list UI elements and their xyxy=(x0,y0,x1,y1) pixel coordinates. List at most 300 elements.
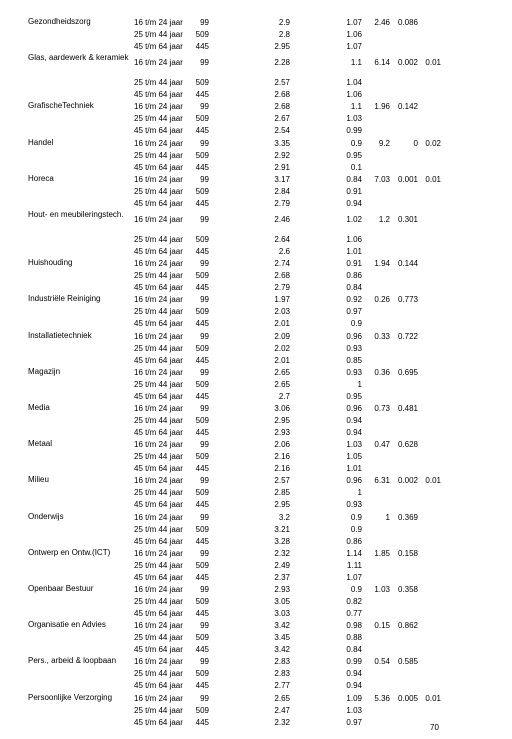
sample-size: 445 xyxy=(195,90,209,100)
table-row xyxy=(0,644,512,656)
mean-value: 3.2 xyxy=(278,512,290,522)
sample-size: 99 xyxy=(200,621,209,631)
mean-value: 2.83 xyxy=(274,669,290,679)
mean-value: 2.85 xyxy=(274,488,290,498)
age-group: 45 t/m 64 jaar xyxy=(134,319,183,329)
sd-value: 1.07 xyxy=(346,42,362,51)
sample-size: 509 xyxy=(195,307,209,317)
table-row xyxy=(0,355,512,367)
age-group: 45 t/m 64 jaar xyxy=(134,681,183,691)
sample-size: 509 xyxy=(195,186,209,196)
sd-value: 1.11 xyxy=(347,560,362,570)
sd-value: 0.9 xyxy=(350,585,362,594)
table-row xyxy=(0,258,512,270)
significance-value: 0.02 xyxy=(425,138,441,148)
sd-value: 0.9 xyxy=(350,138,362,148)
sd-value: 1.1 xyxy=(350,102,362,112)
significance-value: 0.01 xyxy=(425,58,441,68)
mean-value: 3.03 xyxy=(274,609,290,618)
sector-name: Glas, aardewerk & keramiek xyxy=(28,53,129,63)
age-group: 25 t/m 44 jaar xyxy=(134,235,183,244)
age-group: 25 t/m 44 jaar xyxy=(134,416,183,425)
table-row xyxy=(0,656,512,668)
sd-value: 0.91 xyxy=(346,259,362,269)
mean-value: 2.06 xyxy=(274,440,290,450)
sample-size: 445 xyxy=(195,283,209,293)
sd-value: 0.9 xyxy=(350,524,362,534)
sector-name: Huishouding xyxy=(28,258,73,268)
p-value: 0.369 xyxy=(397,512,418,522)
mean-value: 2.32 xyxy=(274,548,290,558)
sample-size: 99 xyxy=(200,440,209,450)
age-group: 45 t/m 64 jaar xyxy=(134,645,183,655)
table-row xyxy=(0,693,512,705)
p-value: 0.144 xyxy=(397,259,418,269)
age-group: 25 t/m 44 jaar xyxy=(134,114,183,124)
sd-value: 0.96 xyxy=(346,404,362,413)
mean-value: 2.92 xyxy=(274,150,290,160)
sd-value: 0.93 xyxy=(346,343,362,353)
age-group: 45 t/m 64 jaar xyxy=(134,536,183,546)
p-value: 0.158 xyxy=(397,548,418,558)
sector-name: Handel xyxy=(28,137,54,147)
table-row xyxy=(0,343,512,355)
sd-value: 1.06 xyxy=(346,235,362,244)
sample-size: 509 xyxy=(195,150,209,160)
age-group: 25 t/m 44 jaar xyxy=(134,488,183,498)
table-row xyxy=(0,608,512,620)
sd-value: 0.98 xyxy=(346,621,362,631)
age-group: 45 t/m 64 jaar xyxy=(134,90,183,100)
mean-value: 2.65 xyxy=(274,693,290,703)
sd-value: 0.95 xyxy=(346,391,362,401)
sd-value: 0.92 xyxy=(346,295,362,305)
p-value: 0.142 xyxy=(397,102,418,112)
p-value: 0.001 xyxy=(397,174,418,184)
sd-value: 1.01 xyxy=(346,464,362,474)
significance-value: 0.01 xyxy=(425,693,441,703)
f-value: 6.31 xyxy=(374,476,390,486)
sample-size: 99 xyxy=(200,138,209,148)
sample-size: 99 xyxy=(200,295,209,305)
age-group: 45 t/m 64 jaar xyxy=(134,609,183,618)
f-value: 7.03 xyxy=(374,174,390,184)
mean-value: 2.57 xyxy=(274,476,290,486)
sample-size: 509 xyxy=(195,416,209,425)
sd-value: 1.07 xyxy=(346,572,362,582)
sample-size: 445 xyxy=(195,572,209,582)
table-row xyxy=(0,234,512,246)
age-group: 45 t/m 64 jaar xyxy=(134,42,183,51)
mean-value: 2.57 xyxy=(274,78,290,88)
sample-size: 99 xyxy=(200,512,209,522)
age-group: 45 t/m 64 jaar xyxy=(134,162,183,172)
sd-value: 1.04 xyxy=(346,78,362,88)
p-value: 0.301 xyxy=(397,215,418,224)
age-group: 16 t/m 24 jaar xyxy=(134,58,183,68)
p-value: 0.358 xyxy=(397,585,418,594)
table-row xyxy=(0,162,512,174)
sample-size: 99 xyxy=(200,476,209,486)
mean-value: 2.46 xyxy=(274,215,290,224)
age-group: 25 t/m 44 jaar xyxy=(134,633,183,643)
age-group: 25 t/m 44 jaar xyxy=(134,307,183,317)
mean-value: 2.7 xyxy=(278,391,290,401)
sector-name: Hout- en meubileringstech. xyxy=(28,210,124,219)
mean-value: 3.42 xyxy=(274,645,290,655)
sd-value: 1.07 xyxy=(346,18,362,27)
age-group: 25 t/m 44 jaar xyxy=(134,379,183,389)
age-group: 16 t/m 24 jaar xyxy=(134,259,183,269)
sample-size: 509 xyxy=(195,705,209,715)
mean-value: 2.32 xyxy=(274,717,290,727)
table-row xyxy=(0,596,512,608)
sample-size: 509 xyxy=(195,524,209,534)
age-group: 45 t/m 64 jaar xyxy=(134,355,183,365)
sd-value: 0.95 xyxy=(346,150,362,160)
sector-name: Horeca xyxy=(28,173,54,183)
table-row xyxy=(0,427,512,439)
sample-size: 99 xyxy=(200,102,209,112)
table-row xyxy=(0,379,512,391)
page-number: 70 xyxy=(430,723,439,732)
sd-value: 0.82 xyxy=(346,597,362,606)
table-row xyxy=(0,294,512,306)
p-value: 0.773 xyxy=(397,295,418,305)
table-row xyxy=(0,89,512,101)
table-row xyxy=(0,198,512,210)
sd-value: 0.99 xyxy=(346,657,362,667)
age-group: 25 t/m 44 jaar xyxy=(134,271,183,281)
age-group: 16 t/m 24 jaar xyxy=(134,174,183,184)
age-group: 16 t/m 24 jaar xyxy=(134,440,183,450)
sample-size: 99 xyxy=(200,18,209,27)
sample-size: 445 xyxy=(195,536,209,546)
sd-value: 0.86 xyxy=(346,271,362,281)
mean-value: 3.21 xyxy=(274,524,290,534)
mean-value: 2.64 xyxy=(274,235,290,244)
table-row xyxy=(0,668,512,680)
p-value: 0.695 xyxy=(397,367,418,377)
sd-value: 0.97 xyxy=(346,717,362,727)
age-group: 16 t/m 24 jaar xyxy=(134,138,183,148)
sample-size: 99 xyxy=(200,548,209,558)
f-value: 1 xyxy=(385,512,390,522)
mean-value: 2.79 xyxy=(274,198,290,208)
age-group: 16 t/m 24 jaar xyxy=(134,367,183,377)
age-group: 25 t/m 44 jaar xyxy=(134,30,183,39)
mean-value: 2.49 xyxy=(274,560,290,570)
age-group: 16 t/m 24 jaar xyxy=(134,331,183,341)
table-row xyxy=(0,705,512,717)
age-group: 16 t/m 24 jaar xyxy=(134,657,183,667)
table-row xyxy=(0,620,512,632)
sample-size: 99 xyxy=(200,215,209,224)
sd-value: 0.91 xyxy=(346,186,362,196)
table-row xyxy=(0,186,512,198)
p-value: 0.086 xyxy=(397,18,418,27)
mean-value: 3.35 xyxy=(274,138,290,148)
table-row xyxy=(0,29,512,41)
mean-value: 2.95 xyxy=(274,42,290,51)
sd-value: 0.94 xyxy=(346,416,362,425)
table-row xyxy=(0,53,512,77)
mean-value: 2.93 xyxy=(274,585,290,594)
table-row xyxy=(0,451,512,463)
mean-value: 2.37 xyxy=(274,572,290,582)
table-row xyxy=(0,584,512,596)
sector-name: Onderwijs xyxy=(28,511,64,521)
table-row xyxy=(0,270,512,282)
sd-value: 0.94 xyxy=(346,681,362,691)
mean-value: 2.54 xyxy=(274,126,290,136)
age-group: 16 t/m 24 jaar xyxy=(134,18,183,27)
sector-name: Metaal xyxy=(28,439,53,449)
sd-value: 1.03 xyxy=(346,440,362,450)
sd-value: 0.9 xyxy=(350,319,362,329)
f-value: 1.03 xyxy=(374,585,390,594)
sample-size: 445 xyxy=(195,355,209,365)
mean-value: 2.67 xyxy=(274,114,290,124)
sd-value: 0.97 xyxy=(346,307,362,317)
mean-value: 3.28 xyxy=(274,536,290,546)
f-value: 0.33 xyxy=(374,331,390,341)
sd-value: 1.03 xyxy=(346,705,362,715)
age-group: 16 t/m 24 jaar xyxy=(134,215,183,224)
table-row xyxy=(0,680,512,692)
sd-value: 1 xyxy=(357,488,362,498)
sample-size: 99 xyxy=(200,367,209,377)
mean-value: 3.05 xyxy=(274,597,290,606)
mean-value: 2.16 xyxy=(274,452,290,462)
mean-value: 2.6 xyxy=(278,247,290,256)
sector-name: Openbaar Bestuur xyxy=(28,584,94,593)
mean-value: 2.9 xyxy=(278,18,290,27)
table-row xyxy=(0,282,512,294)
significance-value: 0.01 xyxy=(425,476,441,486)
mean-value: 2.77 xyxy=(274,681,290,691)
sd-value: 1.03 xyxy=(346,114,362,124)
table-row xyxy=(0,499,512,511)
table-row xyxy=(0,536,512,548)
table-row xyxy=(0,331,512,343)
sample-size: 509 xyxy=(195,235,209,244)
mean-value: 3.42 xyxy=(274,621,290,631)
age-group: 45 t/m 64 jaar xyxy=(134,126,183,136)
sample-size: 509 xyxy=(195,488,209,498)
sample-size: 99 xyxy=(200,58,209,68)
mean-value: 2.01 xyxy=(274,319,290,329)
mean-value: 2.02 xyxy=(274,343,290,353)
sd-value: 1.09 xyxy=(346,693,362,703)
table-row xyxy=(0,391,512,403)
mean-value: 3.17 xyxy=(274,174,290,184)
sector-name: Persoonlijke Verzorging xyxy=(28,692,113,702)
sample-size: 99 xyxy=(200,657,209,667)
sector-name: Milieu xyxy=(28,475,49,485)
significance-value: 0.01 xyxy=(425,174,441,184)
sd-value: 1.06 xyxy=(346,30,362,39)
age-group: 16 t/m 24 jaar xyxy=(134,512,183,522)
sample-size: 99 xyxy=(200,259,209,269)
sd-value: 0.84 xyxy=(346,283,362,293)
sample-size: 99 xyxy=(200,693,209,703)
table-row xyxy=(0,572,512,584)
sample-size: 445 xyxy=(195,198,209,208)
mean-value: 2.28 xyxy=(274,58,290,68)
table-row xyxy=(0,150,512,162)
age-group: 25 t/m 44 jaar xyxy=(134,150,183,160)
sample-size: 445 xyxy=(195,42,209,51)
table-row xyxy=(0,17,512,29)
sd-value: 0.94 xyxy=(346,198,362,208)
p-value: 0.002 xyxy=(397,476,418,486)
sd-value: 0.96 xyxy=(346,476,362,486)
sample-size: 99 xyxy=(200,174,209,184)
f-value: 1.2 xyxy=(378,215,390,224)
sd-value: 1.05 xyxy=(346,452,362,462)
sd-value: 0.94 xyxy=(346,428,362,437)
f-value: 0.15 xyxy=(374,621,390,631)
age-group: 16 t/m 24 jaar xyxy=(134,404,183,413)
age-group: 25 t/m 44 jaar xyxy=(134,452,183,462)
table-row xyxy=(0,77,512,89)
sd-value: 1.1 xyxy=(350,58,362,68)
mean-value: 2.16 xyxy=(274,464,290,474)
age-group: 25 t/m 44 jaar xyxy=(134,524,183,534)
sd-value: 0.93 xyxy=(346,500,362,510)
mean-value: 2.83 xyxy=(274,657,290,667)
age-group: 16 t/m 24 jaar xyxy=(134,102,183,112)
f-value: 1.85 xyxy=(374,548,390,558)
age-group: 25 t/m 44 jaar xyxy=(134,597,183,606)
sector-name: Magazijn xyxy=(28,366,61,376)
sample-size: 445 xyxy=(195,428,209,437)
age-group: 16 t/m 24 jaar xyxy=(134,621,183,631)
age-group: 16 t/m 24 jaar xyxy=(134,476,183,486)
sample-size: 445 xyxy=(195,391,209,401)
mean-value: 2.93 xyxy=(274,428,290,437)
sector-name: Gezondheidszorg xyxy=(28,17,91,26)
sector-name: Ontwerp en Ontw.(ICT) xyxy=(28,547,111,557)
sample-size: 509 xyxy=(195,452,209,462)
sector-name: GrafischeTechniek xyxy=(28,101,94,111)
sample-size: 445 xyxy=(195,500,209,510)
p-value: 0.585 xyxy=(397,657,418,667)
sample-size: 445 xyxy=(195,609,209,618)
mean-value: 2.09 xyxy=(274,331,290,341)
mean-value: 1.97 xyxy=(274,295,290,305)
p-value: 0.862 xyxy=(397,621,418,631)
table-row xyxy=(0,403,512,415)
table-row xyxy=(0,524,512,536)
sd-value: 0.88 xyxy=(346,633,362,643)
p-value: 0.722 xyxy=(397,331,418,341)
sample-size: 509 xyxy=(195,379,209,389)
p-value: 0.002 xyxy=(397,58,418,68)
f-value: 0.73 xyxy=(374,404,390,413)
age-group: 45 t/m 64 jaar xyxy=(134,391,183,401)
table-row xyxy=(0,439,512,451)
age-group: 45 t/m 64 jaar xyxy=(134,464,183,474)
age-group: 45 t/m 64 jaar xyxy=(134,572,183,582)
sd-value: 0.84 xyxy=(346,645,362,655)
mean-value: 2.74 xyxy=(274,259,290,269)
sample-size: 509 xyxy=(195,343,209,353)
sd-value: 1.06 xyxy=(346,90,362,100)
table-row xyxy=(0,113,512,125)
table-row xyxy=(0,512,512,524)
age-group: 25 t/m 44 jaar xyxy=(134,78,183,88)
sample-size: 509 xyxy=(195,114,209,124)
age-group: 25 t/m 44 jaar xyxy=(134,560,183,570)
table-row xyxy=(0,632,512,644)
sd-value: 0.9 xyxy=(350,512,362,522)
sd-value: 0.94 xyxy=(346,669,362,679)
sample-size: 99 xyxy=(200,585,209,594)
sd-value: 0.86 xyxy=(346,536,362,546)
mean-value: 2.79 xyxy=(274,283,290,293)
age-group: 16 t/m 24 jaar xyxy=(134,295,183,305)
sample-size: 509 xyxy=(195,560,209,570)
sample-size: 445 xyxy=(195,126,209,136)
sd-value: 0.1 xyxy=(350,162,362,172)
sd-value: 0.85 xyxy=(346,355,362,365)
sector-name: Industriële Reiniging xyxy=(28,294,101,304)
mean-value: 2.95 xyxy=(274,416,290,425)
sample-size: 509 xyxy=(195,78,209,88)
sd-value: 1.02 xyxy=(346,215,362,224)
age-group: 25 t/m 44 jaar xyxy=(134,186,183,196)
p-value: 0.005 xyxy=(397,693,418,703)
mean-value: 2.95 xyxy=(274,500,290,510)
age-group: 25 t/m 44 jaar xyxy=(134,343,183,353)
sample-size: 445 xyxy=(195,319,209,329)
sample-size: 445 xyxy=(195,247,209,256)
sd-value: 1.14 xyxy=(346,548,362,558)
table-row xyxy=(0,475,512,487)
table-row xyxy=(0,548,512,560)
sector-name: Media xyxy=(28,403,50,412)
sector-name: Organisatie en Advies xyxy=(28,620,106,630)
sector-name: Pers., arbeid & loopbaan xyxy=(28,656,117,666)
table-row xyxy=(0,41,512,53)
sample-size: 99 xyxy=(200,404,209,413)
age-group: 16 t/m 24 jaar xyxy=(134,548,183,558)
age-group: 45 t/m 64 jaar xyxy=(134,500,183,510)
f-value: 1.96 xyxy=(374,102,390,112)
age-group: 25 t/m 44 jaar xyxy=(134,705,183,715)
table-row xyxy=(0,306,512,318)
mean-value: 3.06 xyxy=(274,404,290,413)
mean-value: 2.47 xyxy=(274,705,290,715)
f-value: 2.46 xyxy=(374,18,390,27)
table-row xyxy=(0,415,512,427)
age-group: 25 t/m 44 jaar xyxy=(134,669,183,679)
p-value: 0.481 xyxy=(397,404,418,413)
p-value: 0 xyxy=(413,138,418,148)
f-value: 0.26 xyxy=(374,295,390,305)
mean-value: 2.91 xyxy=(274,162,290,172)
mean-value: 2.65 xyxy=(274,367,290,377)
p-value: 0.628 xyxy=(397,440,418,450)
sd-value: 0.77 xyxy=(346,609,362,618)
sample-size: 99 xyxy=(200,331,209,341)
sector-name: Installatietechniek xyxy=(28,330,92,340)
mean-value: 2.01 xyxy=(274,355,290,365)
f-value: 9.2 xyxy=(378,138,390,148)
table-row xyxy=(0,318,512,330)
